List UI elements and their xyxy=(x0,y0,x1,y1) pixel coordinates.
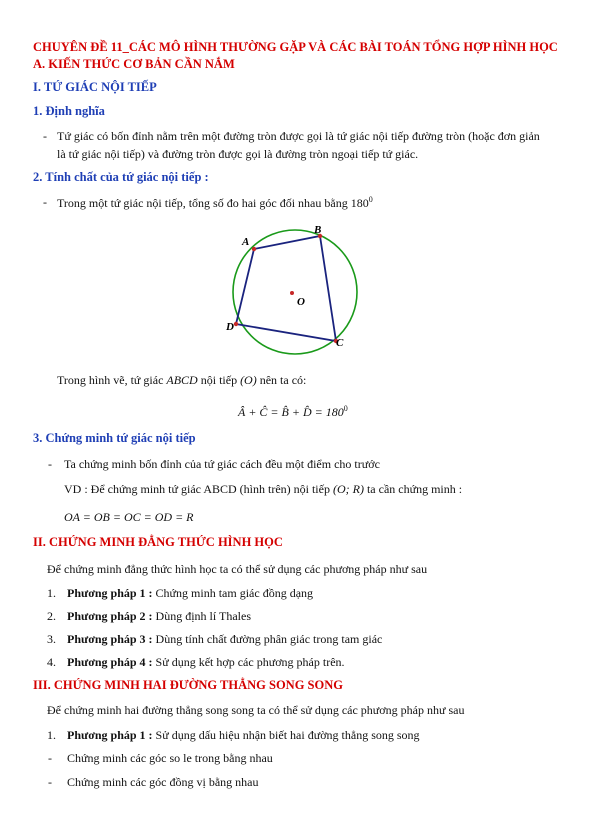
circumcircle xyxy=(233,230,357,354)
point-d xyxy=(234,322,238,326)
list-item xyxy=(47,632,382,647)
definition-heading: 1. Định nghĩa xyxy=(33,104,105,118)
method-label: Phương pháp 2 : xyxy=(67,609,153,623)
caption-text: nên ta có: xyxy=(256,373,307,387)
section-iii-heading: III. CHỨNG MINH HAI ĐƯỜNG THẲNG SONG SONG xyxy=(33,678,343,692)
list-item xyxy=(47,586,313,601)
degree-sup: 0 xyxy=(368,195,373,204)
angle-formula xyxy=(238,404,348,420)
quadrilateral-abcd xyxy=(236,236,336,341)
property-line xyxy=(57,195,373,211)
section-a-heading: A. KIẾN THỨC CƠ BẢN CẦN NẮM xyxy=(33,57,235,71)
cyclic-quadrilateral-figure xyxy=(225,222,365,362)
degree-sup: 0 xyxy=(343,404,348,413)
proof-vd-text: VD : Để chứng minh tứ giác ABCD (hình trên) nội tiếp xyxy=(64,482,333,496)
caption-abcd: ABCD xyxy=(166,373,198,387)
bullet-dash: - xyxy=(48,457,52,471)
property-text: Trong một tứ giác nội tiếp, tổng số đo hai góc đối nhau bằng 180 xyxy=(57,196,369,210)
caption-text: nội tiếp xyxy=(197,373,241,387)
bullet-dash: - xyxy=(43,129,47,143)
figure-caption xyxy=(57,373,306,388)
angle-formula-text: Â + Ĉ = B̂ + D̂ = 180 xyxy=(238,405,344,419)
section-ii-heading: II. CHỨNG MINH ĐẲNG THỨC HÌNH HỌC xyxy=(33,535,283,549)
proof-vd-math: (O; R) xyxy=(332,482,364,496)
method-label: Phương pháp 1 : xyxy=(67,586,153,600)
list-number: 1. xyxy=(47,728,56,742)
list-number: 4. xyxy=(47,655,56,669)
caption-o: (O) xyxy=(240,373,257,387)
section-iii-dash-1: Chứng minh các góc so le trong bằng nhau xyxy=(67,751,273,765)
bullet-dash: - xyxy=(48,751,52,765)
label-a: A xyxy=(242,236,250,248)
definition-line-2: là tứ giác nội tiếp) và đường tròn được gọi là đường tròn ngoại tiếp tứ giác. xyxy=(57,147,419,161)
point-o xyxy=(290,291,294,295)
method-label: Phương pháp 4 : xyxy=(67,655,153,669)
section-iii-dash-2: Chứng minh các góc đồng vị bằng nhau xyxy=(67,775,259,789)
label-c: C xyxy=(336,337,344,349)
list-number: 1. xyxy=(47,586,56,600)
list-item xyxy=(47,655,345,670)
point-a xyxy=(252,247,256,251)
bullet-dash: - xyxy=(43,195,47,209)
definition-line-1: Tứ giác có bốn đỉnh nằm trên một đường tròn được gọi là tứ giác nội tiếp đường tròn (hoặc đơn giản xyxy=(57,129,540,143)
list-number: 3. xyxy=(47,632,56,646)
method-text: Sử dụng kết hợp các phương pháp trên. xyxy=(152,655,345,669)
proof-vd-text: ta cần chứng minh : xyxy=(363,482,463,496)
proof-heading: 3. Chứng minh tứ giác nội tiếp xyxy=(33,431,196,445)
proof-equation: OA = OB = OC = OD = R xyxy=(64,510,194,524)
label-d: D xyxy=(226,321,234,333)
document-title: CHUYÊN ĐỀ 11_CÁC MÔ HÌNH THƯỜNG GẶP VÀ CÁC BÀI TOÁN TỔNG HỢP HÌNH HỌC xyxy=(33,40,558,54)
method-text: Sử dụng dấu hiệu nhận biết hai đường thẳng song song xyxy=(152,728,420,742)
section-ii-intro: Để chứng minh đẳng thức hình học ta có thể sử dụng các phương pháp như sau xyxy=(47,562,428,576)
label-o: O xyxy=(297,296,305,308)
label-b: B xyxy=(314,224,322,236)
method-text: Chứng minh tam giác đồng dạng xyxy=(152,586,314,600)
bullet-dash: - xyxy=(48,775,52,789)
method-text: Dùng định lí Thales xyxy=(152,609,251,623)
list-item xyxy=(47,728,420,743)
list-number: 2. xyxy=(47,609,56,623)
caption-text: Trong hình vẽ, tứ giác xyxy=(57,373,167,387)
proof-vd-line xyxy=(64,482,462,497)
section-i-heading: I. TỨ GIÁC NỘI TIẾP xyxy=(33,80,157,94)
method-label: Phương pháp 1 : xyxy=(67,728,153,742)
list-item xyxy=(47,609,251,624)
proof-line-1: Ta chứng minh bốn đỉnh của tứ giác cách đều một điểm cho trước xyxy=(64,457,380,471)
method-label: Phương pháp 3 : xyxy=(67,632,153,646)
property-heading: 2. Tính chất của tứ giác nội tiếp : xyxy=(33,170,209,184)
section-iii-intro: Để chứng minh hai đường thẳng song song ta có thể sử dụng các phương pháp như sau xyxy=(47,703,465,717)
method-text: Dùng tính chất đường phân giác trong tam giác xyxy=(152,632,383,646)
